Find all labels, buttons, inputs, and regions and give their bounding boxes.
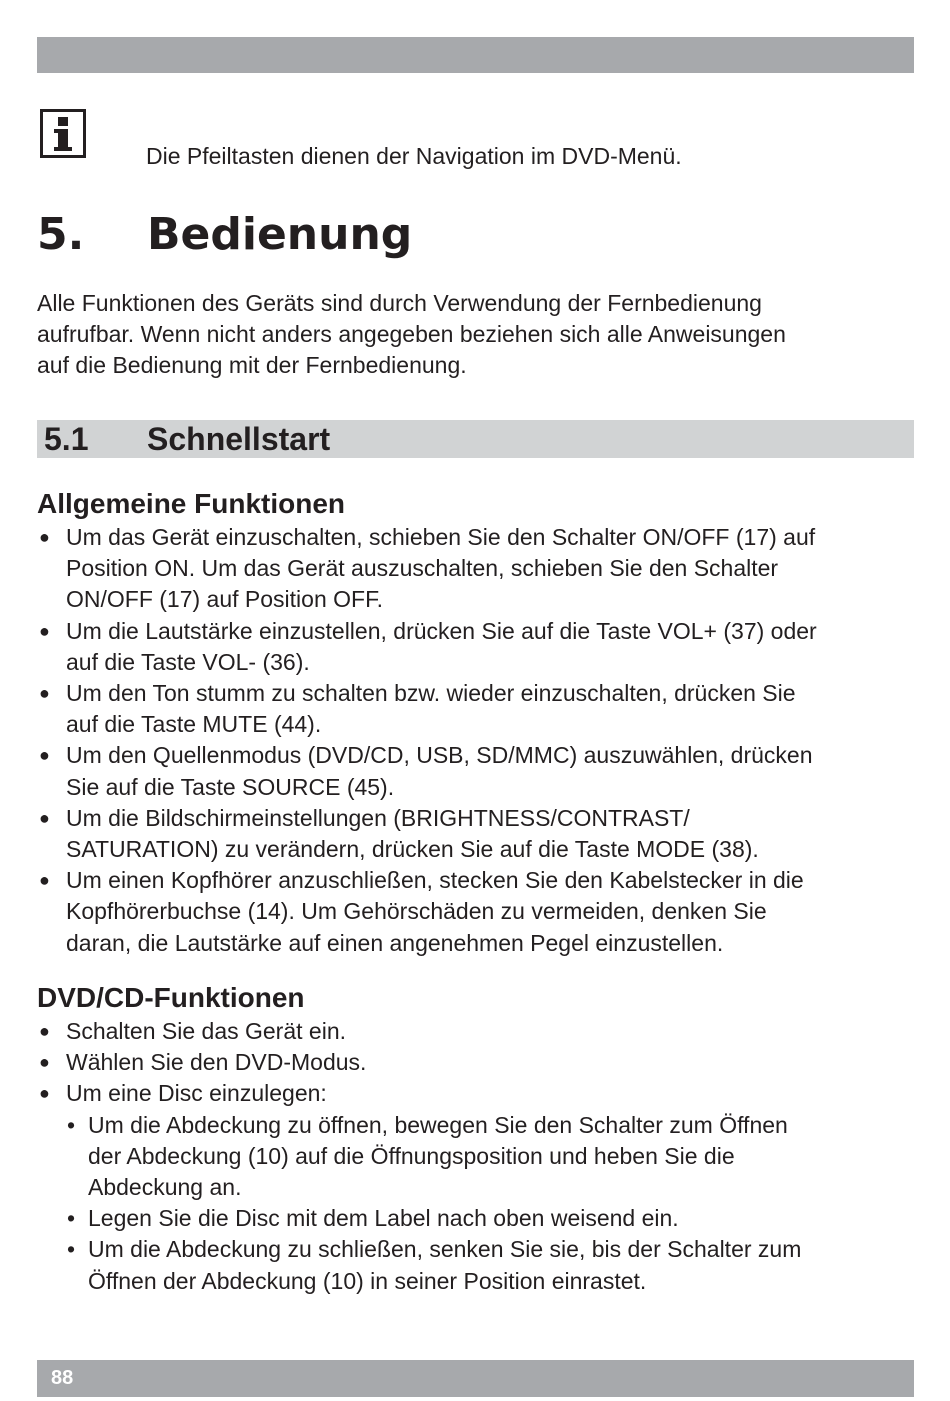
general-functions-heading: Allgemeine Funktionen xyxy=(37,488,346,519)
list-item xyxy=(37,616,914,678)
bullet-icon: ● xyxy=(39,807,50,828)
dvd-functions-list xyxy=(37,1016,914,1297)
list-item-line: Sie auf die Taste SOURCE (45). xyxy=(66,773,395,800)
bullet-icon: ● xyxy=(39,1021,50,1041)
list-item-line: Um den Ton stumm zu schalten bzw. wieder einzuschalten, drücken Sie xyxy=(66,680,796,707)
list-item xyxy=(37,865,914,959)
list-item-line: Um den Quellenmodus (DVD/CD, USB, SD/MMC) auszuwählen, drücken xyxy=(66,742,813,769)
bullet-icon: ● xyxy=(39,683,50,704)
bullet-icon: ● xyxy=(39,1052,50,1073)
list-item-line: ON/OFF (17) auf Position OFF. xyxy=(66,586,383,613)
chapter-number: 5. xyxy=(37,209,85,260)
list-item-line: Abdeckung an. xyxy=(88,1174,242,1201)
footer-bar xyxy=(37,1360,914,1397)
list-item-line: Um das Gerät einzuschalten, schieben Sie den Schalter ON/OFF (17) auf xyxy=(66,524,816,550)
dvd-functions-heading: DVD/CD-Funktionen xyxy=(37,982,305,1013)
list-item-line: Um eine Disc einzulegen: xyxy=(66,1080,327,1107)
bullet-icon: ● xyxy=(39,1083,50,1104)
header-bar xyxy=(37,37,914,73)
info-note: Die Pfeiltasten dienen der Navigation im DVD-Menü. xyxy=(146,143,682,169)
sub-bullet-icon: • xyxy=(67,1236,76,1263)
intro-line: auf die Bedienung mit der Fernbedienung. xyxy=(37,352,467,378)
list-item xyxy=(37,740,914,802)
list-item xyxy=(37,803,914,865)
sub-list-item xyxy=(37,1110,914,1204)
general-functions-list xyxy=(37,522,914,959)
sub-bullet-icon: • xyxy=(67,1205,76,1232)
bullet-icon: ● xyxy=(39,745,50,766)
list-item-line: Position ON. Um das Gerät auszuschalten, schieben Sie den Schalter xyxy=(66,555,779,582)
list-item xyxy=(37,1078,914,1109)
info-icon xyxy=(40,109,86,158)
list-item-line: Um die Abdeckung zu öffnen, bewegen Sie den Schalter zum Öffnen xyxy=(88,1111,788,1138)
list-item xyxy=(37,1016,914,1047)
list-item-line: SATURATION) zu verändern, drücken Sie auf die Taste MODE (38). xyxy=(66,836,759,863)
list-item-line: Um einen Kopfhörer anzuschließen, stecken Sie den Kabelstecker in die xyxy=(66,867,804,894)
section-heading-bar xyxy=(37,420,914,458)
list-item xyxy=(37,1047,914,1078)
list-item-line: Öffnen der Abdeckung (10) in seiner Position einrastet. xyxy=(88,1267,647,1294)
section-number: 5.1 xyxy=(44,421,89,457)
list-item-line: Schalten Sie das Gerät ein. xyxy=(66,1018,346,1044)
chapter-title: Bedienung xyxy=(147,209,413,260)
intro-line: Alle Funktionen des Geräts sind durch Verwendung der Fernbedienung xyxy=(37,290,762,316)
list-item-line: Wählen Sie den DVD-Modus. xyxy=(66,1049,367,1076)
sub-bullet-icon: • xyxy=(67,1111,76,1138)
bullet-icon: ● xyxy=(39,620,50,641)
sub-list-item xyxy=(37,1203,914,1234)
list-item-line: Um die Abdeckung zu schließen, senken Sie sie, bis der Schalter zum xyxy=(88,1236,802,1263)
list-item xyxy=(37,678,914,740)
list-item-line: auf die Taste VOL- (36). xyxy=(66,648,310,675)
section-title: Schnellstart xyxy=(147,421,331,457)
list-item-line: Kopfhörerbuchse (14). Um Gehörschäden zu vermeiden, denken Sie xyxy=(66,898,767,925)
intro-paragraph xyxy=(37,288,914,381)
bullet-icon: ● xyxy=(39,870,50,891)
page-number: 88 xyxy=(51,1367,74,1389)
list-item xyxy=(37,522,914,616)
bullet-icon: ● xyxy=(39,527,50,547)
list-item-line: der Abdeckung (10) auf die Öffnungsposition und heben Sie die xyxy=(88,1142,735,1169)
list-item-line: Um die Lautstärke einzustellen, drücken Sie auf die Taste VOL+ (37) oder xyxy=(66,617,817,644)
list-item-line: auf die Taste MUTE (44). xyxy=(66,711,322,738)
list-item-line: Legen Sie die Disc mit dem Label nach oben weisend ein. xyxy=(88,1205,679,1232)
list-item-line: Um die Bildschirmeinstellungen (BRIGHTNESS/CONTRAST/ xyxy=(66,804,690,831)
list-item-line: daran, die Lautstärke auf einen angenehmen Pegel einzustellen. xyxy=(66,929,724,956)
intro-line: aufrufbar. Wenn nicht anders angegeben beziehen sich alle Anweisungen xyxy=(37,321,786,347)
sub-list-item xyxy=(37,1234,914,1296)
